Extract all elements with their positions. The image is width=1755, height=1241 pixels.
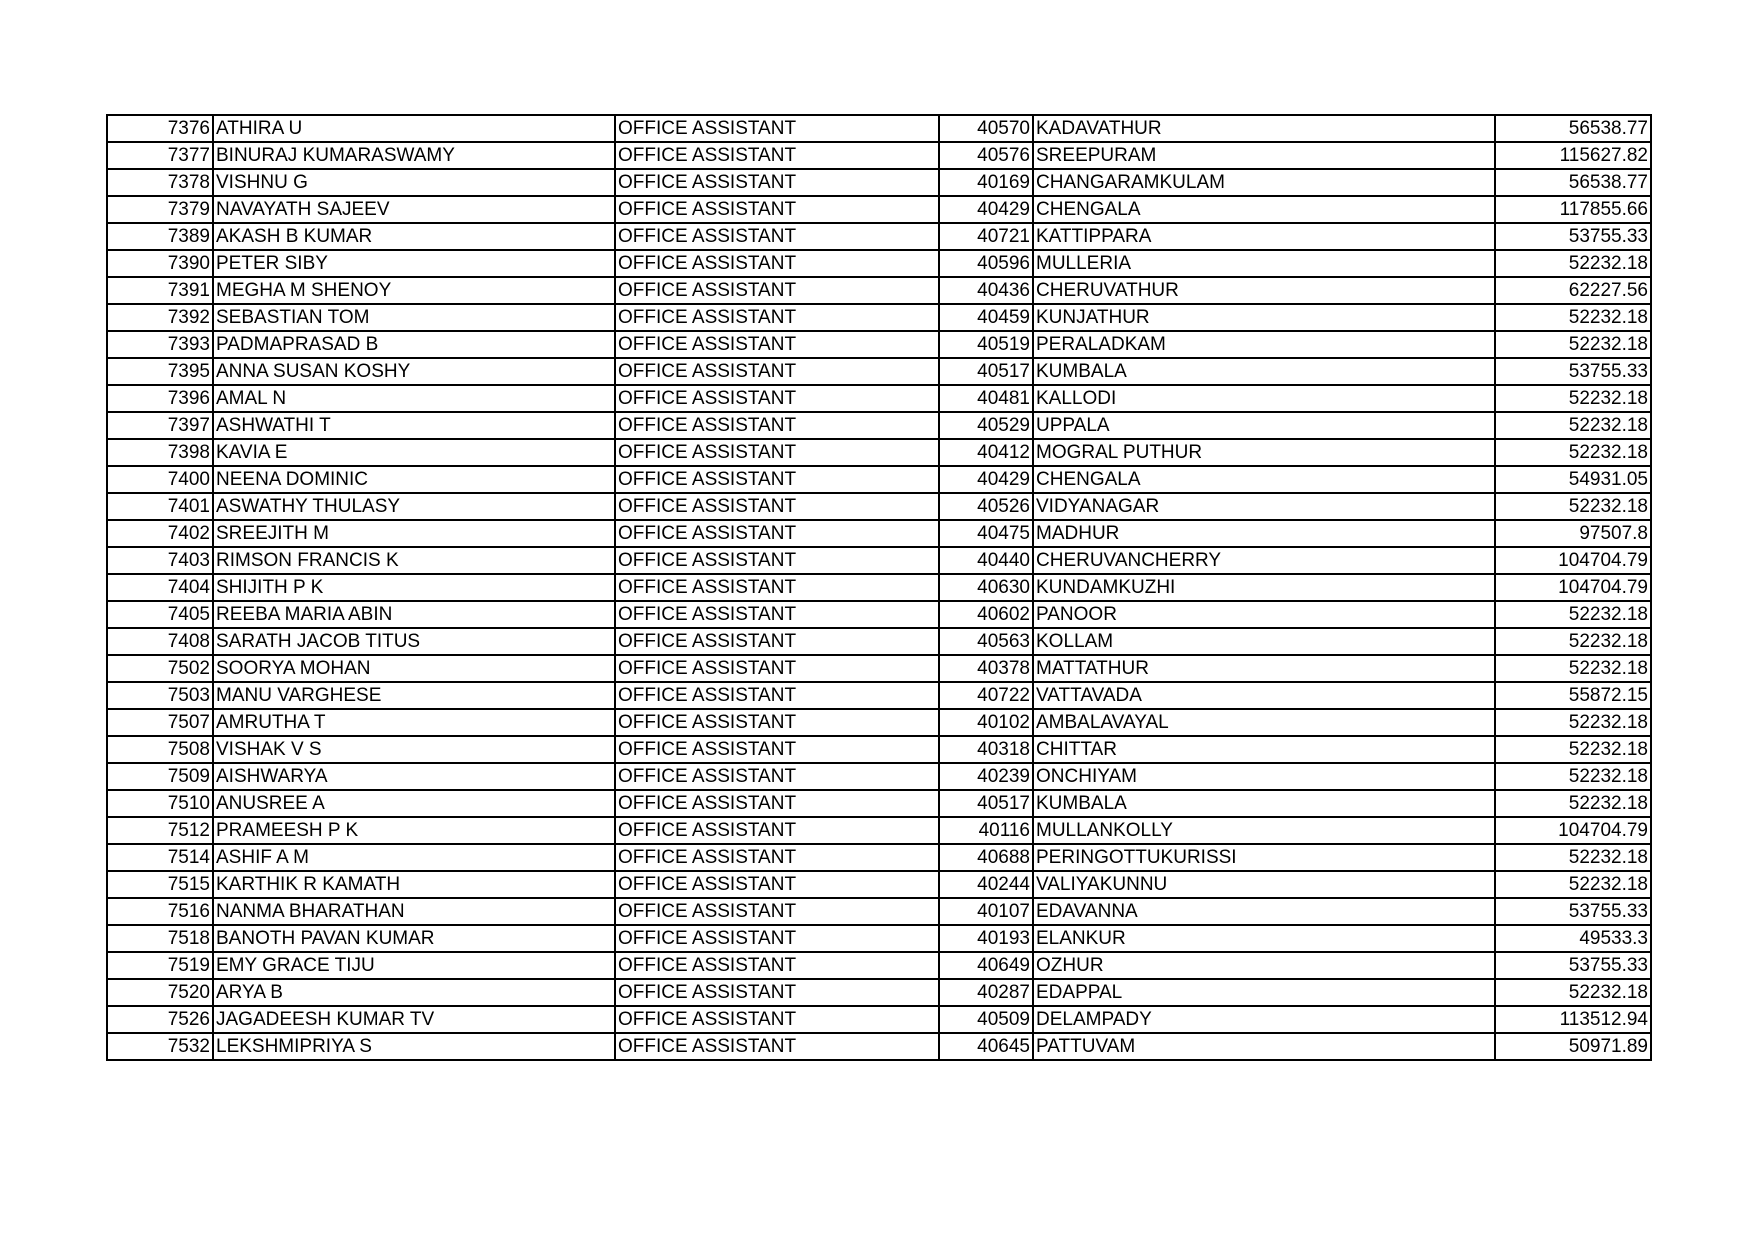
cell-name: ASHWATHI T: [213, 412, 615, 439]
cell-place: EDAPPAL: [1033, 979, 1495, 1006]
cell-place: KATTIPPARA: [1033, 223, 1495, 250]
cell-code: 40570: [939, 115, 1033, 142]
cell-id: 7507: [107, 709, 213, 736]
cell-amount: 53755.33: [1495, 358, 1651, 385]
table-row: [107, 655, 1651, 682]
cell-id: 7518: [107, 925, 213, 952]
cell-place: PERALADKAM: [1033, 331, 1495, 358]
cell-place: KADAVATHUR: [1033, 115, 1495, 142]
cell-place: CHITTAR: [1033, 736, 1495, 763]
cell-post: OFFICE ASSISTANT: [615, 520, 939, 547]
cell-post: OFFICE ASSISTANT: [615, 547, 939, 574]
cell-name: BANOTH PAVAN KUMAR: [213, 925, 615, 952]
cell-code: 40102: [939, 709, 1033, 736]
cell-code: 40412: [939, 439, 1033, 466]
cell-amount: 52232.18: [1495, 844, 1651, 871]
cell-code: 40517: [939, 358, 1033, 385]
cell-id: 7520: [107, 979, 213, 1006]
cell-code: 40517: [939, 790, 1033, 817]
table-body: [107, 115, 1651, 1060]
cell-name: ANNA SUSAN KOSHY: [213, 358, 615, 385]
cell-place: KALLODI: [1033, 385, 1495, 412]
cell-name: PADMAPRASAD B: [213, 331, 615, 358]
cell-name: MANU VARGHESE: [213, 682, 615, 709]
cell-amount: 53755.33: [1495, 952, 1651, 979]
cell-amount: 52232.18: [1495, 331, 1651, 358]
table-row: [107, 871, 1651, 898]
cell-place: CHANGARAMKULAM: [1033, 169, 1495, 196]
cell-id: 7390: [107, 250, 213, 277]
cell-code: 40688: [939, 844, 1033, 871]
cell-id: 7519: [107, 952, 213, 979]
cell-code: 40429: [939, 466, 1033, 493]
cell-place: MULLERIA: [1033, 250, 1495, 277]
cell-amount: 54931.05: [1495, 466, 1651, 493]
cell-amount: 55872.15: [1495, 682, 1651, 709]
cell-id: 7397: [107, 412, 213, 439]
table-row: [107, 547, 1651, 574]
cell-post: OFFICE ASSISTANT: [615, 979, 939, 1006]
cell-code: 40107: [939, 898, 1033, 925]
cell-post: OFFICE ASSISTANT: [615, 952, 939, 979]
cell-code: 40509: [939, 1006, 1033, 1033]
cell-name: JAGADEESH KUMAR TV: [213, 1006, 615, 1033]
cell-post: OFFICE ASSISTANT: [615, 871, 939, 898]
table-row: [107, 844, 1651, 871]
cell-amount: 113512.94: [1495, 1006, 1651, 1033]
cell-post: OFFICE ASSISTANT: [615, 763, 939, 790]
cell-place: PATTUVAM: [1033, 1033, 1495, 1060]
cell-place: KUNDAMKUZHI: [1033, 574, 1495, 601]
cell-code: 40630: [939, 574, 1033, 601]
table-row: [107, 358, 1651, 385]
cell-post: OFFICE ASSISTANT: [615, 358, 939, 385]
cell-code: 40563: [939, 628, 1033, 655]
cell-amount: 52232.18: [1495, 790, 1651, 817]
cell-post: OFFICE ASSISTANT: [615, 736, 939, 763]
cell-place: DELAMPADY: [1033, 1006, 1495, 1033]
cell-place: SREEPURAM: [1033, 142, 1495, 169]
cell-name: KARTHIK R KAMATH: [213, 871, 615, 898]
cell-name: AMRUTHA T: [213, 709, 615, 736]
cell-code: 40602: [939, 601, 1033, 628]
cell-amount: 115627.82: [1495, 142, 1651, 169]
table-row: [107, 304, 1651, 331]
table-row: [107, 520, 1651, 547]
cell-id: 7389: [107, 223, 213, 250]
cell-post: OFFICE ASSISTANT: [615, 655, 939, 682]
cell-name: ARYA B: [213, 979, 615, 1006]
cell-amount: 104704.79: [1495, 817, 1651, 844]
table-row: [107, 628, 1651, 655]
cell-name: ASHIF A M: [213, 844, 615, 871]
table-row: [107, 115, 1651, 142]
cell-id: 7514: [107, 844, 213, 871]
cell-place: MOGRAL PUTHUR: [1033, 439, 1495, 466]
cell-code: 40645: [939, 1033, 1033, 1060]
cell-post: OFFICE ASSISTANT: [615, 466, 939, 493]
cell-amount: 50971.89: [1495, 1033, 1651, 1060]
cell-amount: 52232.18: [1495, 385, 1651, 412]
cell-name: SARATH JACOB TITUS: [213, 628, 615, 655]
cell-place: MADHUR: [1033, 520, 1495, 547]
cell-code: 40481: [939, 385, 1033, 412]
cell-amount: 62227.56: [1495, 277, 1651, 304]
cell-code: 40576: [939, 142, 1033, 169]
cell-post: OFFICE ASSISTANT: [615, 169, 939, 196]
cell-post: OFFICE ASSISTANT: [615, 277, 939, 304]
cell-post: OFFICE ASSISTANT: [615, 574, 939, 601]
cell-code: 40721: [939, 223, 1033, 250]
cell-name: AKASH B KUMAR: [213, 223, 615, 250]
cell-place: PANOOR: [1033, 601, 1495, 628]
cell-code: 40649: [939, 952, 1033, 979]
cell-place: MULLANKOLLY: [1033, 817, 1495, 844]
table-row: [107, 952, 1651, 979]
cell-id: 7405: [107, 601, 213, 628]
cell-post: OFFICE ASSISTANT: [615, 196, 939, 223]
cell-name: ANUSREE A: [213, 790, 615, 817]
cell-place: VATTAVADA: [1033, 682, 1495, 709]
cell-name: MEGHA M SHENOY: [213, 277, 615, 304]
cell-name: ATHIRA U: [213, 115, 615, 142]
cell-id: 7508: [107, 736, 213, 763]
table-row: [107, 817, 1651, 844]
cell-name: LEKSHMIPRIYA S: [213, 1033, 615, 1060]
cell-name: EMY GRACE TIJU: [213, 952, 615, 979]
cell-id: 7516: [107, 898, 213, 925]
cell-place: VIDYANAGAR: [1033, 493, 1495, 520]
cell-place: ONCHIYAM: [1033, 763, 1495, 790]
cell-amount: 52232.18: [1495, 250, 1651, 277]
cell-id: 7378: [107, 169, 213, 196]
table-row: [107, 223, 1651, 250]
cell-place: OZHUR: [1033, 952, 1495, 979]
table-row: [107, 196, 1651, 223]
cell-amount: 53755.33: [1495, 223, 1651, 250]
cell-id: 7377: [107, 142, 213, 169]
cell-place: CHENGALA: [1033, 196, 1495, 223]
table-row: [107, 925, 1651, 952]
cell-name: SHIJITH P K: [213, 574, 615, 601]
cell-id: 7391: [107, 277, 213, 304]
cell-amount: 117855.66: [1495, 196, 1651, 223]
cell-code: 40244: [939, 871, 1033, 898]
cell-id: 7379: [107, 196, 213, 223]
cell-amount: 52232.18: [1495, 655, 1651, 682]
cell-place: EDAVANNA: [1033, 898, 1495, 925]
table-row: [107, 682, 1651, 709]
cell-place: PERINGOTTUKURISSI: [1033, 844, 1495, 871]
cell-name: ASWATHY THULASY: [213, 493, 615, 520]
cell-amount: 49533.3: [1495, 925, 1651, 952]
cell-name: RIMSON FRANCIS K: [213, 547, 615, 574]
cell-amount: 52232.18: [1495, 412, 1651, 439]
cell-post: OFFICE ASSISTANT: [615, 115, 939, 142]
cell-place: KUMBALA: [1033, 358, 1495, 385]
cell-code: 40429: [939, 196, 1033, 223]
cell-name: PRAMEESH P K: [213, 817, 615, 844]
cell-id: 7401: [107, 493, 213, 520]
table-row: [107, 790, 1651, 817]
cell-post: OFFICE ASSISTANT: [615, 223, 939, 250]
cell-post: OFFICE ASSISTANT: [615, 790, 939, 817]
cell-post: OFFICE ASSISTANT: [615, 925, 939, 952]
cell-name: SREEJITH M: [213, 520, 615, 547]
cell-id: 7404: [107, 574, 213, 601]
cell-post: OFFICE ASSISTANT: [615, 844, 939, 871]
cell-id: 7376: [107, 115, 213, 142]
cell-id: 7398: [107, 439, 213, 466]
table-row: [107, 142, 1651, 169]
cell-post: OFFICE ASSISTANT: [615, 250, 939, 277]
cell-place: ELANKUR: [1033, 925, 1495, 952]
cell-code: 40529: [939, 412, 1033, 439]
table-row: [107, 736, 1651, 763]
cell-name: SEBASTIAN TOM: [213, 304, 615, 331]
cell-code: 40596: [939, 250, 1033, 277]
table-row: [107, 493, 1651, 520]
cell-name: AMAL N: [213, 385, 615, 412]
cell-place: KUNJATHUR: [1033, 304, 1495, 331]
cell-amount: 52232.18: [1495, 601, 1651, 628]
cell-id: 7510: [107, 790, 213, 817]
table-row: [107, 412, 1651, 439]
table-row: [107, 1033, 1651, 1060]
cell-post: OFFICE ASSISTANT: [615, 817, 939, 844]
cell-amount: 52232.18: [1495, 628, 1651, 655]
cell-name: VISHAK V S: [213, 736, 615, 763]
cell-name: BINURAJ KUMARASWAMY: [213, 142, 615, 169]
cell-post: OFFICE ASSISTANT: [615, 385, 939, 412]
cell-id: 7402: [107, 520, 213, 547]
cell-code: 40239: [939, 763, 1033, 790]
cell-amount: 52232.18: [1495, 304, 1651, 331]
cell-code: 40475: [939, 520, 1033, 547]
cell-id: 7512: [107, 817, 213, 844]
cell-id: 7400: [107, 466, 213, 493]
cell-id: 7509: [107, 763, 213, 790]
cell-id: 7403: [107, 547, 213, 574]
cell-amount: 52232.18: [1495, 709, 1651, 736]
cell-post: OFFICE ASSISTANT: [615, 898, 939, 925]
cell-id: 7515: [107, 871, 213, 898]
cell-id: 7532: [107, 1033, 213, 1060]
cell-code: 40526: [939, 493, 1033, 520]
cell-post: OFFICE ASSISTANT: [615, 142, 939, 169]
cell-name: PETER SIBY: [213, 250, 615, 277]
cell-code: 40436: [939, 277, 1033, 304]
cell-amount: 56538.77: [1495, 169, 1651, 196]
data-table: [106, 114, 1652, 1061]
cell-amount: 56538.77: [1495, 115, 1651, 142]
cell-name: NEENA DOMINIC: [213, 466, 615, 493]
cell-code: 40318: [939, 736, 1033, 763]
cell-code: 40287: [939, 979, 1033, 1006]
cell-post: OFFICE ASSISTANT: [615, 1033, 939, 1060]
cell-id: 7526: [107, 1006, 213, 1033]
cell-place: VALIYAKUNNU: [1033, 871, 1495, 898]
cell-id: 7396: [107, 385, 213, 412]
cell-code: 40722: [939, 682, 1033, 709]
table-row: [107, 169, 1651, 196]
cell-name: REEBA MARIA ABIN: [213, 601, 615, 628]
cell-place: CHERUVATHUR: [1033, 277, 1495, 304]
cell-id: 7393: [107, 331, 213, 358]
cell-name: NANMA BHARATHAN: [213, 898, 615, 925]
table-row: [107, 439, 1651, 466]
cell-place: CHERUVANCHERRY: [1033, 547, 1495, 574]
table-row: [107, 277, 1651, 304]
cell-amount: 52232.18: [1495, 493, 1651, 520]
cell-post: OFFICE ASSISTANT: [615, 682, 939, 709]
cell-post: OFFICE ASSISTANT: [615, 304, 939, 331]
table-row: [107, 898, 1651, 925]
cell-amount: 52232.18: [1495, 763, 1651, 790]
table-row: [107, 385, 1651, 412]
cell-name: NAVAYATH SAJEEV: [213, 196, 615, 223]
cell-post: OFFICE ASSISTANT: [615, 439, 939, 466]
cell-id: 7503: [107, 682, 213, 709]
cell-code: 40193: [939, 925, 1033, 952]
cell-code: 40169: [939, 169, 1033, 196]
cell-code: 40440: [939, 547, 1033, 574]
cell-post: OFFICE ASSISTANT: [615, 1006, 939, 1033]
cell-place: AMBALAVAYAL: [1033, 709, 1495, 736]
cell-amount: 104704.79: [1495, 547, 1651, 574]
table-row: [107, 331, 1651, 358]
cell-amount: 53755.33: [1495, 898, 1651, 925]
cell-place: KUMBALA: [1033, 790, 1495, 817]
cell-post: OFFICE ASSISTANT: [615, 331, 939, 358]
cell-id: 7395: [107, 358, 213, 385]
cell-id: 7502: [107, 655, 213, 682]
cell-code: 40378: [939, 655, 1033, 682]
cell-code: 40519: [939, 331, 1033, 358]
cell-post: OFFICE ASSISTANT: [615, 628, 939, 655]
cell-code: 40459: [939, 304, 1033, 331]
cell-name: AISHWARYA: [213, 763, 615, 790]
cell-post: OFFICE ASSISTANT: [615, 601, 939, 628]
table-row: [107, 763, 1651, 790]
cell-post: OFFICE ASSISTANT: [615, 709, 939, 736]
cell-place: KOLLAM: [1033, 628, 1495, 655]
cell-id: 7392: [107, 304, 213, 331]
cell-amount: 52232.18: [1495, 439, 1651, 466]
cell-amount: 97507.8: [1495, 520, 1651, 547]
table-row: [107, 466, 1651, 493]
cell-name: SOORYA MOHAN: [213, 655, 615, 682]
cell-post: OFFICE ASSISTANT: [615, 412, 939, 439]
cell-place: CHENGALA: [1033, 466, 1495, 493]
cell-id: 7408: [107, 628, 213, 655]
cell-code: 40116: [939, 817, 1033, 844]
cell-amount: 52232.18: [1495, 871, 1651, 898]
table-row: [107, 601, 1651, 628]
table-row: [107, 250, 1651, 277]
cell-amount: 52232.18: [1495, 736, 1651, 763]
cell-place: UPPALA: [1033, 412, 1495, 439]
cell-amount: 104704.79: [1495, 574, 1651, 601]
table-row: [107, 709, 1651, 736]
cell-place: MATTATHUR: [1033, 655, 1495, 682]
cell-name: VISHNU G: [213, 169, 615, 196]
cell-name: KAVIA E: [213, 439, 615, 466]
table-row: [107, 1006, 1651, 1033]
table-row: [107, 979, 1651, 1006]
cell-amount: 52232.18: [1495, 979, 1651, 1006]
table-row: [107, 574, 1651, 601]
cell-post: OFFICE ASSISTANT: [615, 493, 939, 520]
